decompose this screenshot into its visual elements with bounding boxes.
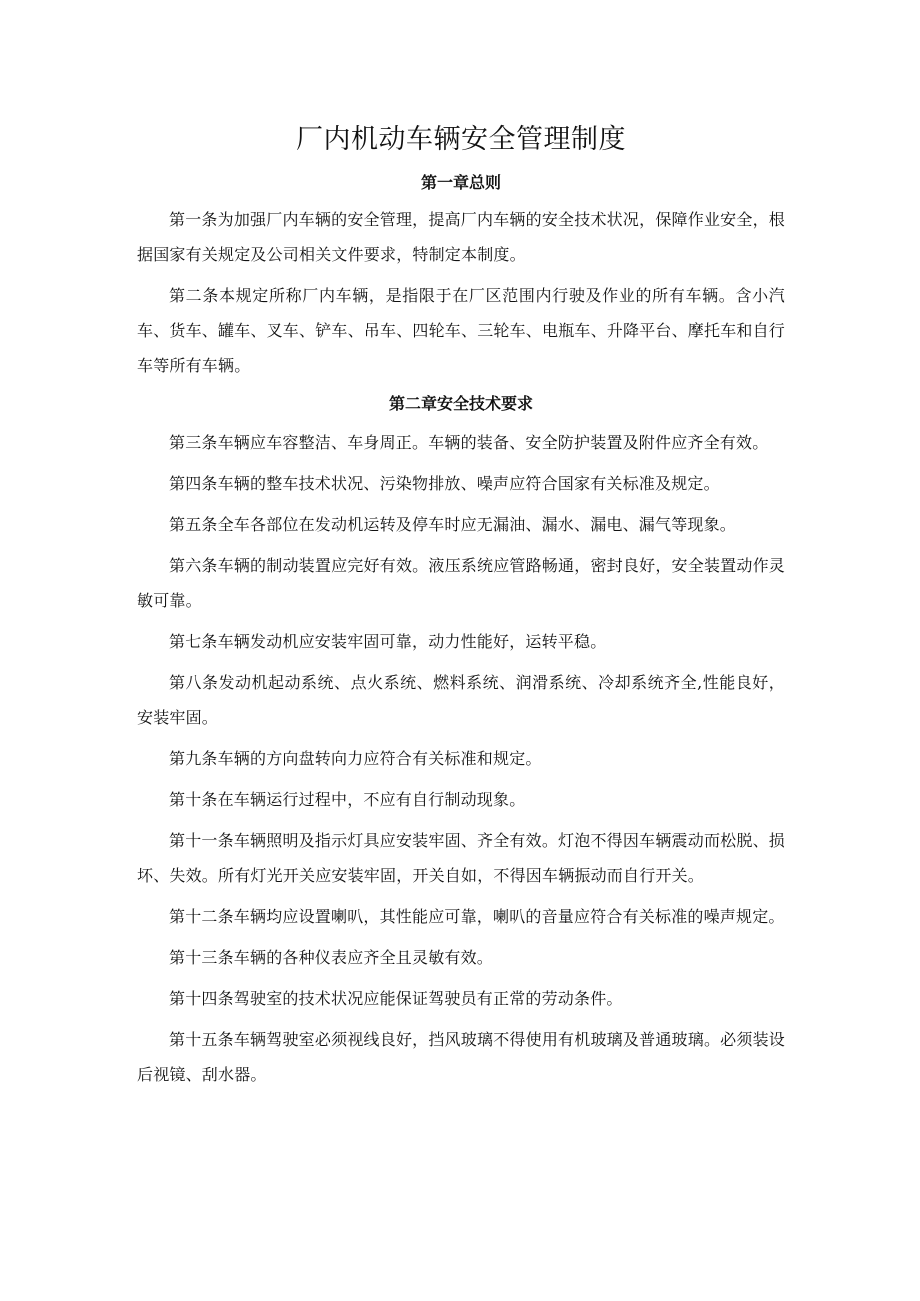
article-6: 第六条车辆的制动装置应完好有效。液压系统应管路畅通，密封良好，安全装置动作灵敏可靠。 [137, 556, 785, 610]
article-15: 第十五条车辆驾驶室必须视线良好，挡风玻璃不得使用有机玻璃及普通玻璃。必须装设后视镜、刮水器。 [137, 1030, 785, 1084]
document-page [137, 118, 785, 1098]
article-14: 第十四条驾驶室的技术状况应能保证驾驶员有正常的劳动条件。 [169, 989, 623, 1008]
article-7: 第七条车辆发动机应安装牢固可靠，动力性能好，运转平稳。 [169, 632, 607, 651]
article-1: 第一条为加强厂内车辆的安全管理，提高厂内车辆的安全技术状况，保障作业安全，根据国家有关规定及公司相关文件要求，特制定本制度。 [137, 210, 785, 264]
chapter-heading: 第二章安全技术要求 [388, 394, 533, 413]
chapter-1 [137, 168, 785, 383]
article-5: 第五条全车各部位在发动机运转及停车时应无漏油、漏水、漏电、漏气等现象。 [169, 515, 737, 534]
article-12: 第十二条车辆均应设置喇叭，其性能应可靠，喇叭的音量应符合有关标准的噪声规定。 [169, 907, 785, 926]
document-title: 厂内机动车辆安全管理制度 [296, 124, 626, 155]
article-9: 第九条车辆的方向盘转向力应符合有关标准和规定。 [169, 749, 542, 768]
chapter-heading: 第一章总则 [420, 173, 501, 192]
article-8: 第八条发动机起动系统、点火系统、燃料系统、润滑系统、冷却系统齐全,性能良好，安装牢固。 [137, 673, 785, 727]
article-13: 第十三条车辆的各种仪表应齐全且灵敏有效。 [169, 948, 494, 967]
article-10: 第十条在车辆运行过程中，不应有自行制动现象。 [169, 790, 526, 809]
article-11: 第十一条车辆照明及指示灯具应安装牢固、齐全有效。灯泡不得因车辆震动而松脱、损坏、失效。所有灯光开关应安装牢固，开关自如，不得因车辆振动而自行开关。 [137, 831, 785, 885]
chapter-2 [137, 389, 785, 1092]
article-2: 第二条本规定所称厂内车辆，是指限于在厂区范围内行驶及作业的所有车辆。含小汽车、货车、罐车、叉车、铲车、吊车、四轮车、三轮车、电瓶车、升降平台、摩托车和自行车等所有车辆。 [137, 286, 786, 375]
article-4: 第四条车辆的整车技术状况、污染物排放、噪声应符合国家有关标准及规定。 [169, 474, 720, 493]
article-3: 第三条车辆应车容整洁、车身周正。车辆的装备、安全防护装置及附件应齐全有效。 [169, 433, 769, 452]
